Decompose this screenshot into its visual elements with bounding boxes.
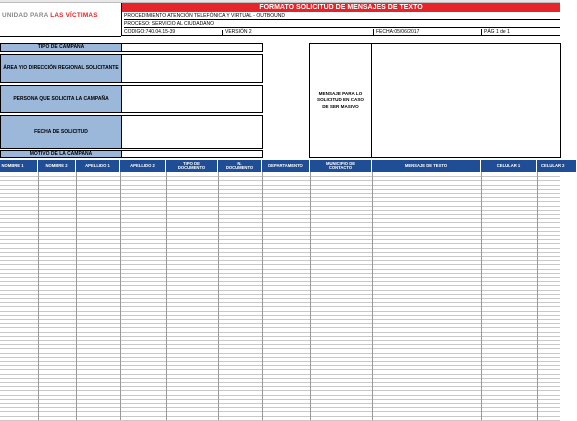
col-divider bbox=[218, 172, 219, 420]
table-row[interactable] bbox=[0, 189, 560, 194]
col-header-apellido-2: APELLIDO 2 bbox=[120, 160, 166, 172]
table-row[interactable] bbox=[0, 390, 560, 395]
date-text: FECHA:05/06/2017 bbox=[373, 29, 481, 36]
table-row[interactable] bbox=[0, 302, 560, 307]
col-divider bbox=[310, 172, 311, 420]
table-row[interactable] bbox=[0, 201, 560, 206]
header-block bbox=[121, 3, 560, 36]
col-divider bbox=[537, 172, 538, 420]
logo-divider bbox=[0, 36, 121, 37]
table-row[interactable] bbox=[0, 260, 560, 265]
col-divider bbox=[38, 172, 39, 420]
table-row[interactable] bbox=[0, 306, 560, 311]
table-row[interactable] bbox=[0, 231, 560, 236]
logo-suffix: LAS VÍCTIMAS bbox=[50, 12, 98, 19]
col-divider bbox=[481, 172, 482, 420]
col-header-municipio: MUNICIPIO DE CONTACTO bbox=[310, 160, 372, 172]
table-row[interactable] bbox=[0, 298, 560, 303]
page-text: PÁG 1 de 1 bbox=[481, 29, 561, 36]
table-row[interactable] bbox=[0, 172, 560, 177]
table-row[interactable] bbox=[0, 332, 560, 337]
table-row[interactable] bbox=[0, 311, 560, 316]
col-header-mensaje: MENSAJE DE TEXTO bbox=[372, 160, 481, 172]
table-row[interactable] bbox=[0, 361, 560, 366]
table-row[interactable] bbox=[0, 269, 560, 274]
message-field[interactable] bbox=[371, 43, 561, 158]
table-row[interactable] bbox=[0, 369, 560, 374]
request-date-label: FECHA DE SOLICITUD bbox=[0, 115, 122, 149]
reason-field[interactable] bbox=[121, 150, 263, 158]
col-header-apellido-1: APELLIDO 1 bbox=[76, 160, 120, 172]
col-header-nombre-1: NOMBRE 1 bbox=[0, 160, 38, 172]
request-date-field[interactable] bbox=[121, 115, 263, 149]
table-row[interactable] bbox=[0, 357, 560, 362]
code-text: CODIGO:740.04.15-39 bbox=[124, 29, 176, 35]
table-row[interactable] bbox=[0, 222, 560, 227]
procedure-text: PROCEDIMIENTO ATENCIÓN TELEFÓNICA Y VIRTUAL - OUTBOUND bbox=[124, 13, 560, 20]
table-header-row bbox=[0, 160, 565, 172]
table-row[interactable] bbox=[0, 344, 560, 349]
table-row[interactable] bbox=[0, 210, 560, 215]
logo bbox=[2, 12, 120, 24]
table-row[interactable] bbox=[0, 399, 560, 404]
table-row[interactable] bbox=[0, 273, 560, 278]
campaign-type-label: TIPO DE CAMPAÑA bbox=[0, 43, 122, 52]
campaign-type-field[interactable] bbox=[121, 43, 263, 52]
table-row[interactable] bbox=[0, 395, 560, 400]
table-row[interactable] bbox=[0, 252, 560, 257]
table-row[interactable] bbox=[0, 235, 560, 240]
table-row[interactable] bbox=[0, 382, 560, 387]
form-title: FORMATO SOLICITUD DE MENSAJES DE TEXTO bbox=[122, 3, 560, 12]
table-row[interactable] bbox=[0, 197, 560, 202]
table-row[interactable] bbox=[0, 327, 560, 332]
table-row[interactable] bbox=[0, 365, 560, 370]
table-row[interactable] bbox=[0, 239, 560, 244]
table-row[interactable] bbox=[0, 386, 560, 391]
table-row[interactable] bbox=[0, 227, 560, 232]
table-row[interactable] bbox=[0, 218, 560, 223]
table-row[interactable] bbox=[0, 193, 560, 198]
requester-label: PERSONA QUE SOLICITA LA CAMPAÑA bbox=[0, 85, 122, 113]
table-row[interactable] bbox=[0, 206, 560, 211]
regional-label: ÁREA Y/O DIRECCIÓN REGIONAL SOLICITANTE bbox=[0, 54, 122, 83]
logo-prefix: UNIDAD PARA bbox=[2, 12, 49, 19]
version-text: VERSIÓN 2 bbox=[222, 30, 372, 36]
table-row[interactable] bbox=[0, 378, 560, 383]
col-divider bbox=[120, 172, 121, 420]
table-row[interactable] bbox=[0, 403, 560, 408]
table-row[interactable] bbox=[0, 248, 560, 253]
col-header-n-documento: N. DOCUMENTO bbox=[218, 160, 262, 172]
table-row[interactable] bbox=[0, 214, 560, 219]
table-row[interactable] bbox=[0, 323, 560, 328]
process-text: PROCESO: SERVICIO AL CIUDADANO bbox=[124, 21, 560, 28]
col-divider bbox=[76, 172, 77, 420]
table-row[interactable] bbox=[0, 290, 560, 295]
table-row[interactable] bbox=[0, 348, 560, 353]
col-header-departamento: DEPARTAMENTO bbox=[262, 160, 310, 172]
col-header-celular-2: CELULAR 2 bbox=[537, 160, 577, 172]
col-divider bbox=[372, 172, 373, 420]
regional-field[interactable] bbox=[121, 54, 263, 83]
table-row[interactable] bbox=[0, 243, 560, 248]
table-row[interactable] bbox=[0, 176, 560, 181]
message-label: MENSAJE PARA LO SOLICITUD EN CASO DE SER MASIVO bbox=[309, 43, 372, 158]
table-row[interactable] bbox=[0, 411, 560, 416]
table-row[interactable] bbox=[0, 264, 560, 269]
table-row[interactable] bbox=[0, 407, 560, 412]
table-row[interactable] bbox=[0, 315, 560, 320]
reason-label: MOTIVO DE LA CAMPAÑA bbox=[0, 150, 122, 158]
col-divider bbox=[262, 172, 263, 420]
requester-field[interactable] bbox=[121, 85, 263, 113]
col-header-nombre-2: NOMBRE 2 bbox=[38, 160, 76, 172]
table-row[interactable] bbox=[0, 256, 560, 261]
table-row[interactable] bbox=[0, 416, 560, 421]
table-row[interactable] bbox=[0, 185, 560, 190]
table-row[interactable] bbox=[0, 340, 560, 345]
col-header-celular-1: CELULAR 1 bbox=[481, 160, 537, 172]
table-row[interactable] bbox=[0, 180, 560, 185]
col-divider bbox=[166, 172, 167, 420]
table-row[interactable] bbox=[0, 374, 560, 379]
table-row[interactable] bbox=[0, 281, 560, 286]
table-row[interactable] bbox=[0, 277, 560, 282]
table-row[interactable] bbox=[0, 285, 560, 290]
col-header-tipo-documento: TIPO DE DOCUMENTO bbox=[166, 160, 218, 172]
table-row[interactable] bbox=[0, 319, 560, 324]
table-row[interactable] bbox=[0, 336, 560, 341]
table-row[interactable] bbox=[0, 294, 560, 299]
table-row[interactable] bbox=[0, 353, 560, 358]
